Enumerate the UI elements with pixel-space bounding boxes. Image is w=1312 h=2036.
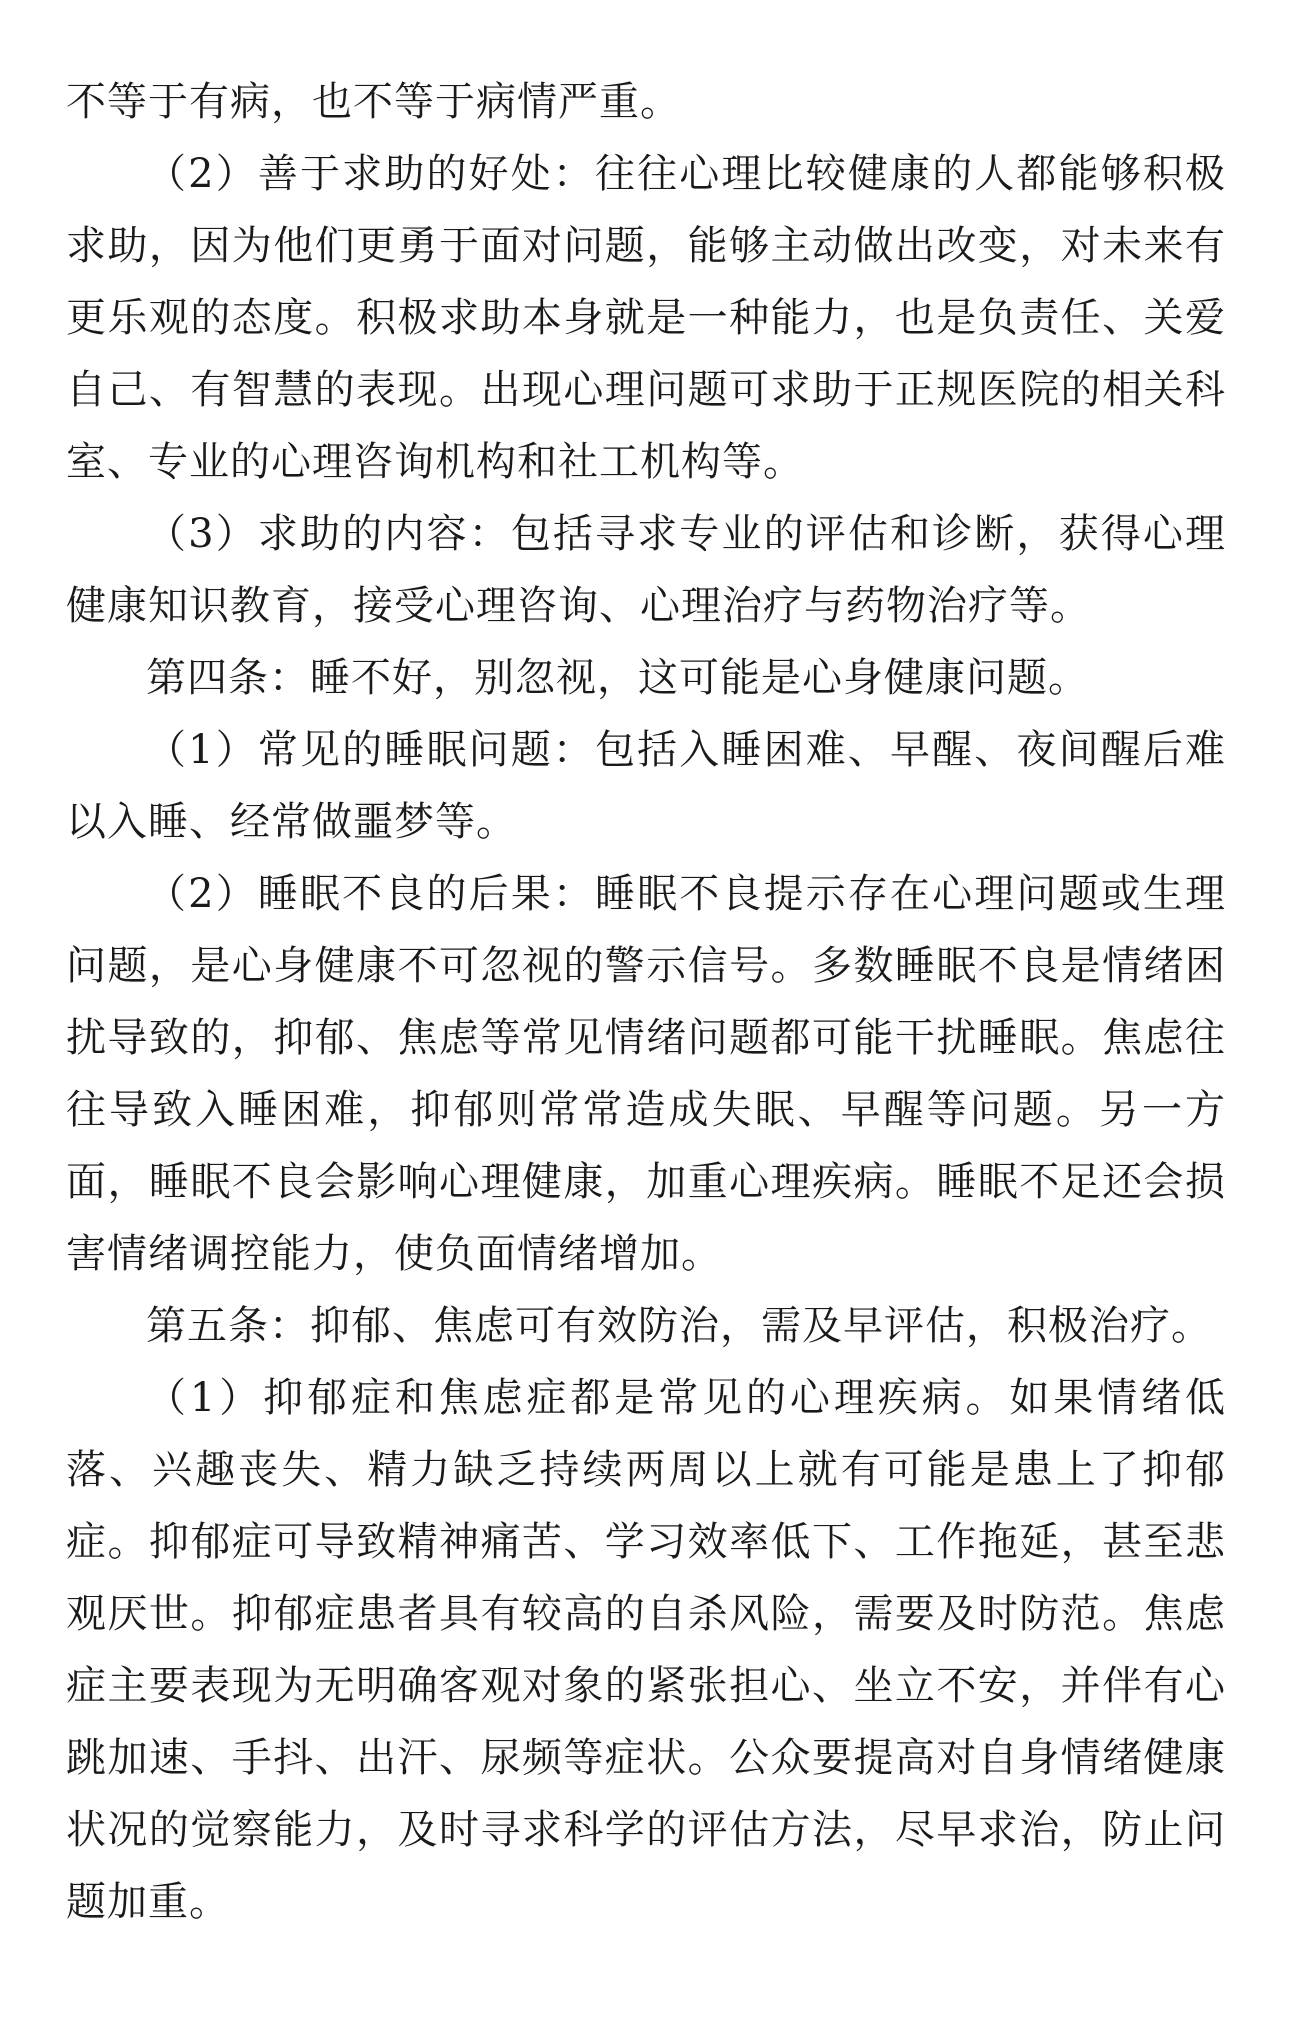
paragraph-seeking-help-benefits: （2）善于求助的好处：往往心理比较健康的人都能够积极求助，因为他们更勇于面对问题，能够主动做出改变，对未来有更乐观的态度。积极求助本身就是一种能力，也是负责任、关爱自己、有智慧的表现。出现心理问题可求助于正规医院的相关科室、专业的心理咨询机构和社工机构等。 [66, 151, 1226, 485]
heading-article-four: 第四条：睡不好，别忽视，这可能是心身健康问题。 [146, 655, 1089, 701]
paragraph-common-sleep-problems: （1）常见的睡眠问题：包括入睡困难、早醒、夜间醒后难以入睡、经常做噩梦等。 [66, 727, 1226, 845]
heading-article-five: 第五条：抑郁、焦虑可有效防治，需及早评估，积极治疗。 [146, 1303, 1212, 1349]
paragraph-continuation: 不等于有病，也不等于病情严重。 [66, 79, 681, 125]
paragraph-poor-sleep-consequences: （2）睡眠不良的后果：睡眠不良提示存在心理问题或生理问题，是心身健康不可忽视的警示信号。多数睡眠不良是情绪困扰导致的，抑郁、焦虑等常见情绪问题都可能干扰睡眠。焦虑往往导致入睡困难，抑郁则常常造成失眠、早醒等问题。另一方面，睡眠不良会影响心理健康，加重心理疾病。睡眠不足还会损害情绪调控能力，使负面情绪增加。 [66, 871, 1226, 1277]
paragraph-seeking-help-content: （3）求助的内容：包括寻求专业的评估和诊断，获得心理健康知识教育，接受心理咨询、心理治疗与药物治疗等。 [66, 511, 1226, 629]
paragraph-depression-anxiety: （1）抑郁症和焦虑症都是常见的心理疾病。如果情绪低落、兴趣丧失、精力缺乏持续两周以上就有可能是患上了抑郁症。抑郁症可导致精神痛苦、学习效率低下、工作拖延，甚至悲观厌世。抑郁症患者具有较高的自杀风险，需要及时防范。焦虑症主要表现为无明确客观对象的紧张担心、坐立不安，并伴有心跳加速、手抖、出汗、尿频等症状。公众要提高对自身情绪健康状况的觉察能力，及时寻求科学的评估方法，尽早求治，防止问题加重。 [66, 1375, 1226, 1925]
